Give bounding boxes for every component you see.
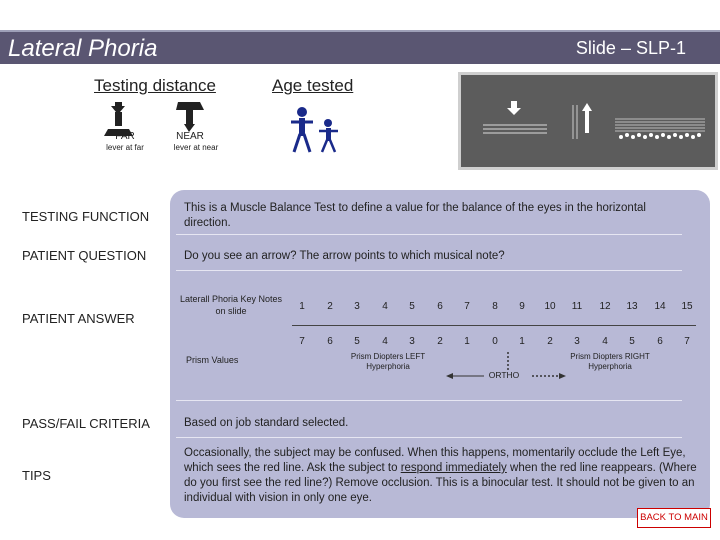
left-hyperphoria-label: Prism Diopters LEFT Hyperphoria [350,352,426,371]
note-number: 12 [599,301,611,312]
prism-value: 1 [519,336,525,347]
prism-value: 4 [382,336,388,347]
pass-fail-label: PASS/FAIL CRITERIA [22,416,150,431]
far-icon [102,102,148,154]
testing-distance-label: Testing distance [94,76,216,95]
note-number: 13 [626,301,638,312]
prism-value: 2 [437,336,443,347]
prism-value: 3 [574,336,580,347]
note-number: 6 [437,301,443,312]
age-tested-label: Age tested [272,76,354,95]
number-line [292,325,696,326]
test-target-image [458,72,718,170]
far-caption: lever at far [106,143,144,152]
patient-answer-label: PATIENT ANSWER [22,311,135,326]
near-name: NEAR [176,131,204,142]
prism-value: 0 [492,336,498,347]
note-number: 7 [464,301,470,312]
prism-value: 7 [684,336,690,347]
separator [176,400,682,401]
separator [176,437,682,438]
adult-and-child-icon [288,106,344,156]
note-number: 11 [571,301,583,312]
prism-value: 4 [602,336,608,347]
tips-text-underlined: respond immediately [400,462,507,474]
note-number: 2 [327,301,333,312]
tips-label: TIPS [22,468,51,483]
prism-value: 3 [409,336,415,347]
near-icon [174,102,218,154]
prism-value: 6 [327,336,333,347]
testing-function-text: This is a Muscle Balance Test to define a value for the balance of the eyes in the horizontal direction. [184,202,646,229]
patient-question-label: PATIENT QUESTION [22,248,147,263]
header-bar [0,30,720,64]
near-caption: lever at near [173,143,219,152]
note-number: 8 [492,301,498,312]
slide-id: Slide – SLP-1 [575,38,686,58]
ortho-label: ORTHO [488,370,520,380]
page-title: Lateral Phoria [8,35,158,62]
prism-value: 7 [299,336,305,347]
tips-text-part: Occasionally, the subject may be confused. When this happens, momentarily occlude the Left Eye, which sees the red line. Ask the subject to [184,447,686,474]
far-name: FAR [115,131,135,142]
pass-fail-text: Based on job standard selected. [184,417,349,429]
patient-question-text: Do you see an arrow? The arrow points to which musical note? [184,250,505,262]
prism-value: 1 [464,336,470,347]
tips-text-part: when the red line reappears. (Where do you first see the red line?) Remove occlusion. This is a binocular test. It should not be given to an individual with vision in only one eye. [184,462,697,504]
note-number: 15 [681,301,693,312]
prism-value: 5 [354,336,360,347]
note-number: 4 [382,301,388,312]
prism-values-label: Prism Values [186,355,239,365]
separator [176,270,682,271]
note-number: 14 [654,301,666,312]
note-number: 5 [409,301,415,312]
tips-text [184,446,698,506]
prism-value: 5 [629,336,635,347]
note-number: 1 [299,301,305,312]
back-to-main-button[interactable]: BACK TO MAIN [637,508,711,528]
note-number: 3 [354,301,360,312]
prism-value: 2 [547,336,553,347]
note-number: 10 [544,301,556,312]
ortho-arrows [440,348,570,384]
prism-value: 6 [657,336,663,347]
key-notes-label: Laterall Phoria Key Notes on slide [179,294,283,316]
right-hyperphoria-label: Prism Diopters RIGHT Hyperphoria [570,352,650,371]
separator [176,234,682,235]
testing-function-label: TESTING FUNCTION [22,209,150,224]
note-number: 9 [519,301,525,312]
